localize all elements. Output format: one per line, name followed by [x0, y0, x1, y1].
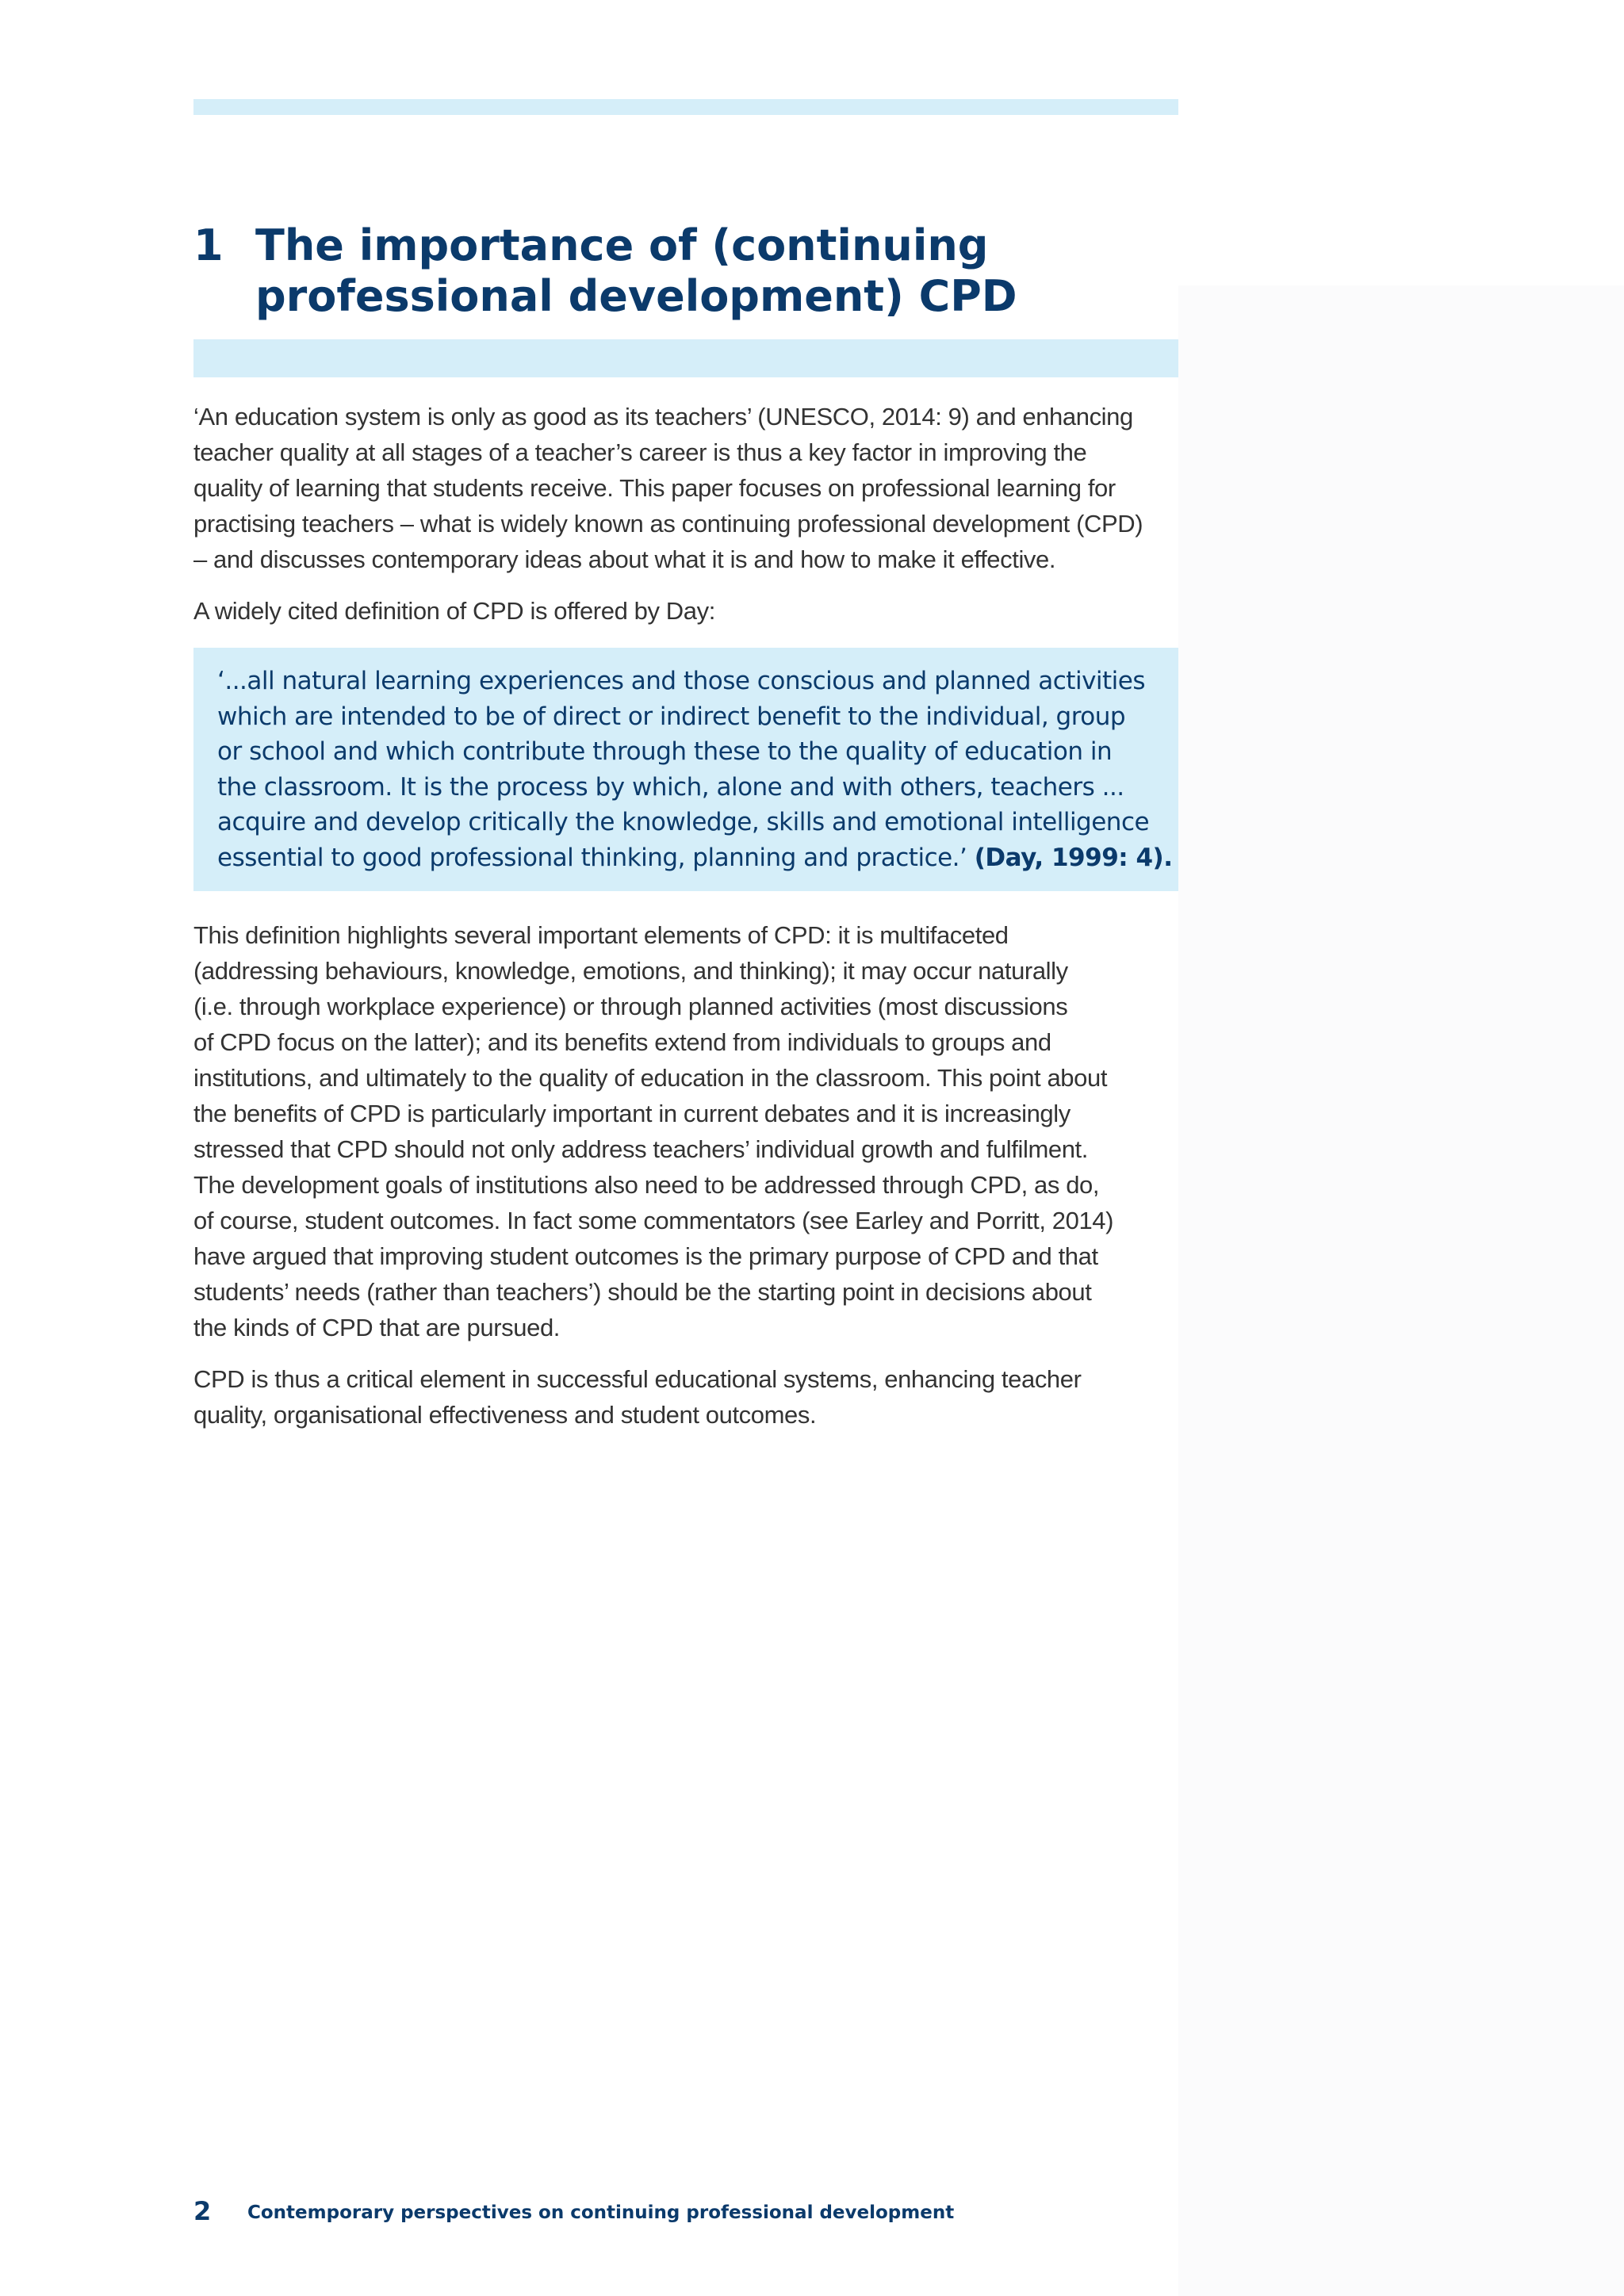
definition-quote-box — [193, 648, 1178, 891]
text-line: students’ needs (rather than teachers’) should be the starting point in decisions about — [193, 1278, 1092, 1306]
quote-line: the classroom. It is the process by which, alone and with others, teachers ... — [217, 772, 1124, 802]
conclusion-paragraph — [193, 1361, 1193, 1433]
text-line: teacher quality at all stages of a teacher’s career is thus a key factor in improving the — [193, 438, 1087, 466]
quote-line — [217, 840, 1193, 876]
definition-analysis-paragraph — [193, 917, 1193, 1345]
text-line: (i.e. through workplace experience) or through planned activities (most discussions — [193, 993, 1068, 1020]
quote-line-text: essential to good professional thinking, planning and practice.’ — [217, 843, 975, 872]
text-line: This definition highlights several important elements of CPD: it is multifaceted — [193, 921, 1009, 949]
definition-quote — [217, 664, 1193, 876]
text-line: quality, organisational effectiveness and student outcomes. — [193, 1401, 817, 1429]
text-line: quality of learning that students receive. This paper focuses on professional learning for — [193, 474, 1116, 502]
text-line: have argued that improving student outcomes is the primary purpose of CPD and that — [193, 1242, 1098, 1270]
text-line: ‘An education system is only as good as its teachers’ (UNESCO, 2014: 9) and enhancing — [193, 403, 1133, 430]
quote-line: or school and which contribute through these to the quality of education in — [217, 737, 1113, 767]
quote-citation: (Day, 1999: 4). — [974, 843, 1173, 872]
heading-accent-bar — [193, 339, 1178, 377]
text-line: the kinds of CPD that are pursued. — [193, 1314, 560, 1341]
definition-intro-paragraph: A widely cited definition of CPD is offered by Day: — [193, 597, 715, 625]
intro-paragraph — [193, 399, 1193, 577]
text-line: stressed that CPD should not only address teachers’ individual growth and fulfilment. — [193, 1135, 1088, 1163]
text-line: – and discusses contemporary ideas about what it is and how to make it effective. — [193, 545, 1056, 573]
text-line: the benefits of CPD is particularly important in current debates and it is increasingly — [193, 1100, 1071, 1127]
text-line: practising teachers – what is widely known as continuing professional development (CPD) — [193, 510, 1143, 538]
quote-line: which are intended to be of direct or indirect benefit to the individual, group — [217, 702, 1126, 731]
text-line: The development goals of institutions also need to be addressed through CPD, as do, — [193, 1171, 1100, 1199]
top-accent-bar — [193, 99, 1178, 115]
text-line: (addressing behaviours, knowledge, emotions, and thinking); it may occur naturally — [193, 957, 1068, 985]
text-line: institutions, and ultimately to the quality of education in the classroom. This point about — [193, 1064, 1108, 1092]
text-line: of CPD focus on the latter); and its benefits extend from individuals to groups and — [193, 1028, 1051, 1056]
section-number: 1 — [193, 220, 224, 270]
quote-line: acquire and develop critically the knowledge, skills and emotional intelligence — [217, 808, 1150, 837]
page-side-shade — [1178, 285, 1624, 2296]
text-line: of course, student outcomes. In fact some commentators (see Earley and Porritt, 2014) — [193, 1207, 1114, 1234]
page-number: 2 — [193, 2196, 212, 2226]
section-title: The importance of (continuing professional development) CPD — [255, 220, 1017, 321]
publication-title: Contemporary perspectives on continuing professional development — [247, 2202, 955, 2223]
quote-line: ‘...all natural learning experiences and those conscious and planned activities — [217, 667, 1146, 695]
text-line: CPD is thus a critical element in successful educational systems, enhancing teacher — [193, 1365, 1082, 1393]
